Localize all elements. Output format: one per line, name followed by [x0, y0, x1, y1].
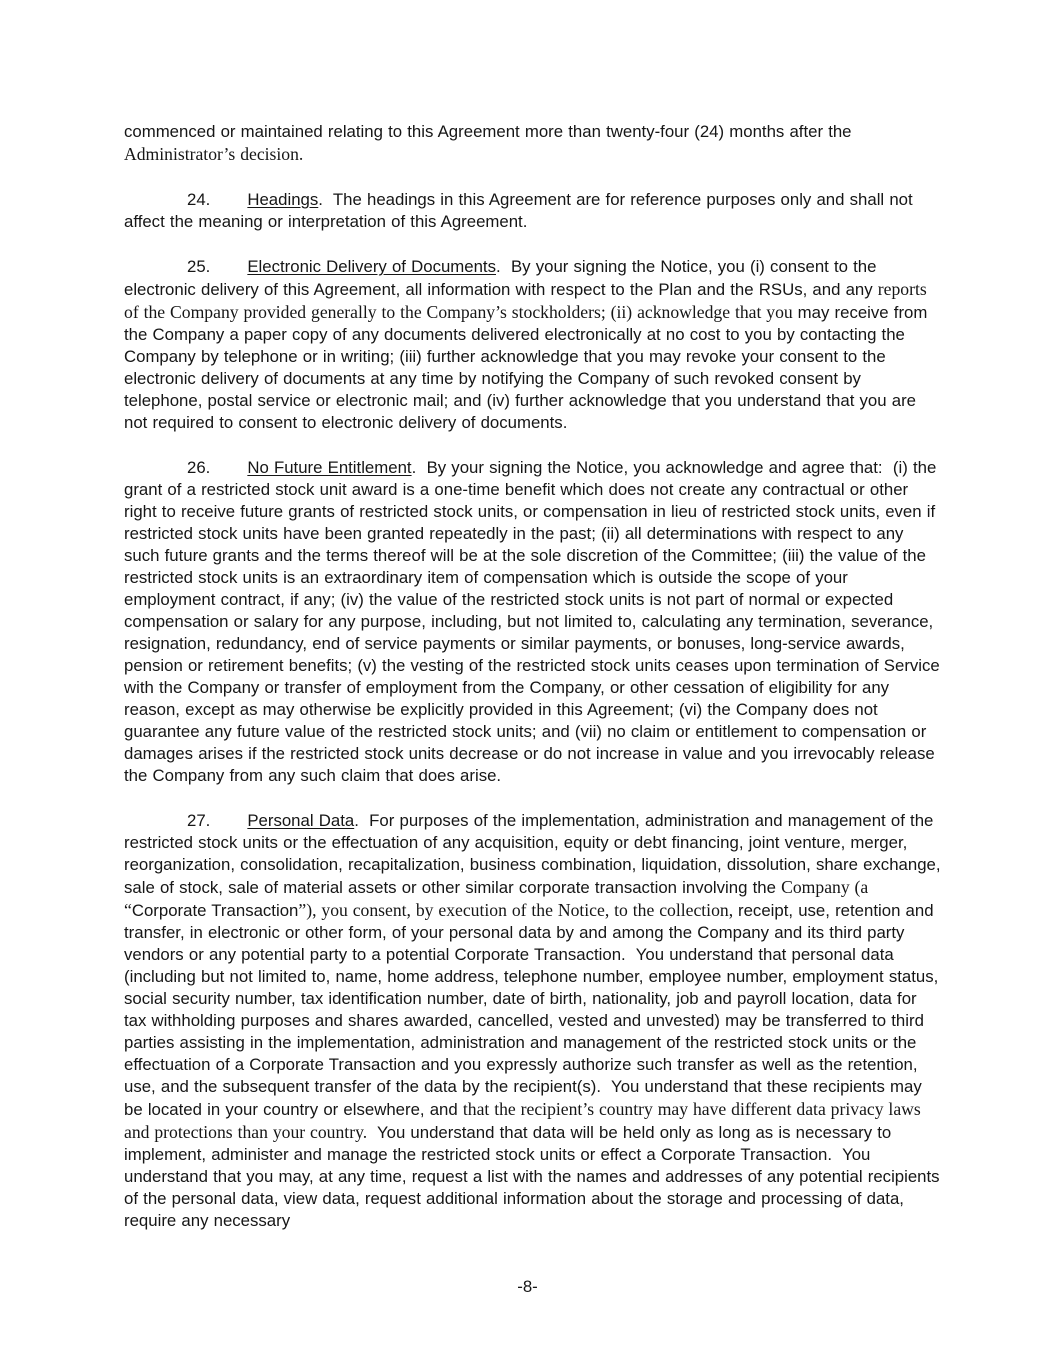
text-run: . For purposes of the implementation, administration and management of the restricted stock units or the effectuation of any acquisition, equity or debt financing, joint venture, merger, reorganization, consolidation, recapitalization, business combination, liquidation, dissolution, share exchange, sale of stock, sale of material assets or other similar corporate transaction involving the	[124, 811, 941, 897]
section-number: 24.	[187, 190, 211, 209]
section-heading: No Future Entitlement	[247, 458, 412, 477]
text-run: Administrator’s decision.	[124, 144, 304, 164]
paragraph-section-25	[124, 256, 942, 434]
text-run: ”), you consent, by execution of the Notice, to the collection,	[298, 900, 739, 920]
text-run: may receive from the Company a paper copy of any documents delivered electronically at no cost to you by contacting the Company by telephone or in writing; (iii) further acknowledge that you may revoke your consent to the electronic delivery of documents at any time by notifying the Company of such revoked consent by telephone, postal service or electronic mail; and (iv) further acknowledge that you understand that you are not required to consent to electronic delivery of documents.	[124, 303, 928, 432]
text-run: . By your signing the Notice, you (i) consent to the electronic delivery of this Agreement, all information with respect to the Plan and the RSUs, and any	[124, 257, 878, 299]
section-heading: Headings	[247, 190, 319, 209]
page-number: -8-	[517, 1277, 538, 1296]
section-number: 27.	[187, 811, 211, 830]
document-body	[124, 121, 942, 1255]
text-run: . The headings in this Agreement are for reference purposes only and shall not affect the meaning or interpretation of this Agreement.	[124, 190, 913, 231]
section-number: 26.	[187, 458, 211, 477]
text-run: commenced or maintained relating to this Agreement more than twenty-four (24) months after the	[124, 122, 852, 141]
text-run: You understand that data will be held only as long as is necessary to implement, administer and manage the restricted stock units or effect a Corporate Transaction. You understand that you may, at any time, request a list with the names and addresses of any potential recipients of the personal data, view data, request additional information about the storage and processing of data, require any necessary	[124, 1123, 940, 1230]
text-run: receipt, use, retention and transfer, in electronic or other form, of your personal data by and among the Company and its third party vendors or any potential party to a potential Corporate Transaction. You understand that personal data (including but not limited to, name, home address, telephone number, employee number, employment status, social security number, tax identification number, date of birth, nationality, job and payroll location, data for tax withholding purposes and shares awarded, cancelled, vested and unvested) may be transferred to third parties assisting in the implementation, administration and management of the restricted stock units or the effectuation of a Corporate Transaction and you expressly authorize such transfer as well as the retention, use, and the subsequent transfer of the data by the recipient(s). You understand that these recipients may be located in your country or elsewhere, and	[124, 901, 939, 1119]
paragraph-section-27	[124, 810, 942, 1232]
text-run: reports of the Company provided generally to the Company’s stockholders; (ii) acknowledge that you	[124, 279, 927, 322]
section-heading: Electronic Delivery of Documents	[247, 257, 496, 276]
section-number: 25.	[187, 257, 211, 276]
paragraph-section-24	[124, 189, 942, 233]
section-heading: Personal Data	[247, 811, 355, 830]
text-run: Company (a “	[124, 877, 869, 920]
text-run: . By your signing the Notice, you acknowledge and agree that: (i) the grant of a restricted stock unit award is a one-time benefit which does not create any contractual or other right to receive future grants of restricted stock units, or compensation in lieu of restricted stock units, even if restricted stock units have been granted repeatedly in the past; (ii) all determinations with respect to any such future grants and the terms thereof will be at the sole discretion of the Committee; (iii) the value of the restricted stock units is an extraordinary item of compensation which is outside the scope of your employment contract, if any; (iv) the value of the restricted stock units is not part of normal or expected compensation or salary for any purpose, including, but not limited to, calculating any termination, severance, resignation, redundancy, end of service payments or similar payments, or bonuses, long-service awards, pension or retirement benefits; (v) the vesting of the restricted stock units ceases upon termination of Service with the Company or transfer of employment from the Company, or other cessation of eligibility for any reason, except as may otherwise be explicitly provided in this Agreement; (vi) the Company does not guarantee any future value of the restricted stock units; and (vii) no claim or entitlement to compensation or damages arises if the restricted stock units decrease or do not increase in value and you irrevocably release the Company from any such claim that does arise.	[124, 458, 940, 785]
text-run: Corporate Transaction	[131, 901, 299, 920]
paragraph-section-26	[124, 457, 942, 787]
paragraph-continuation	[124, 121, 942, 166]
text-run: that the recipient’s country may have different data privacy laws and protections than your country.	[124, 1099, 921, 1142]
